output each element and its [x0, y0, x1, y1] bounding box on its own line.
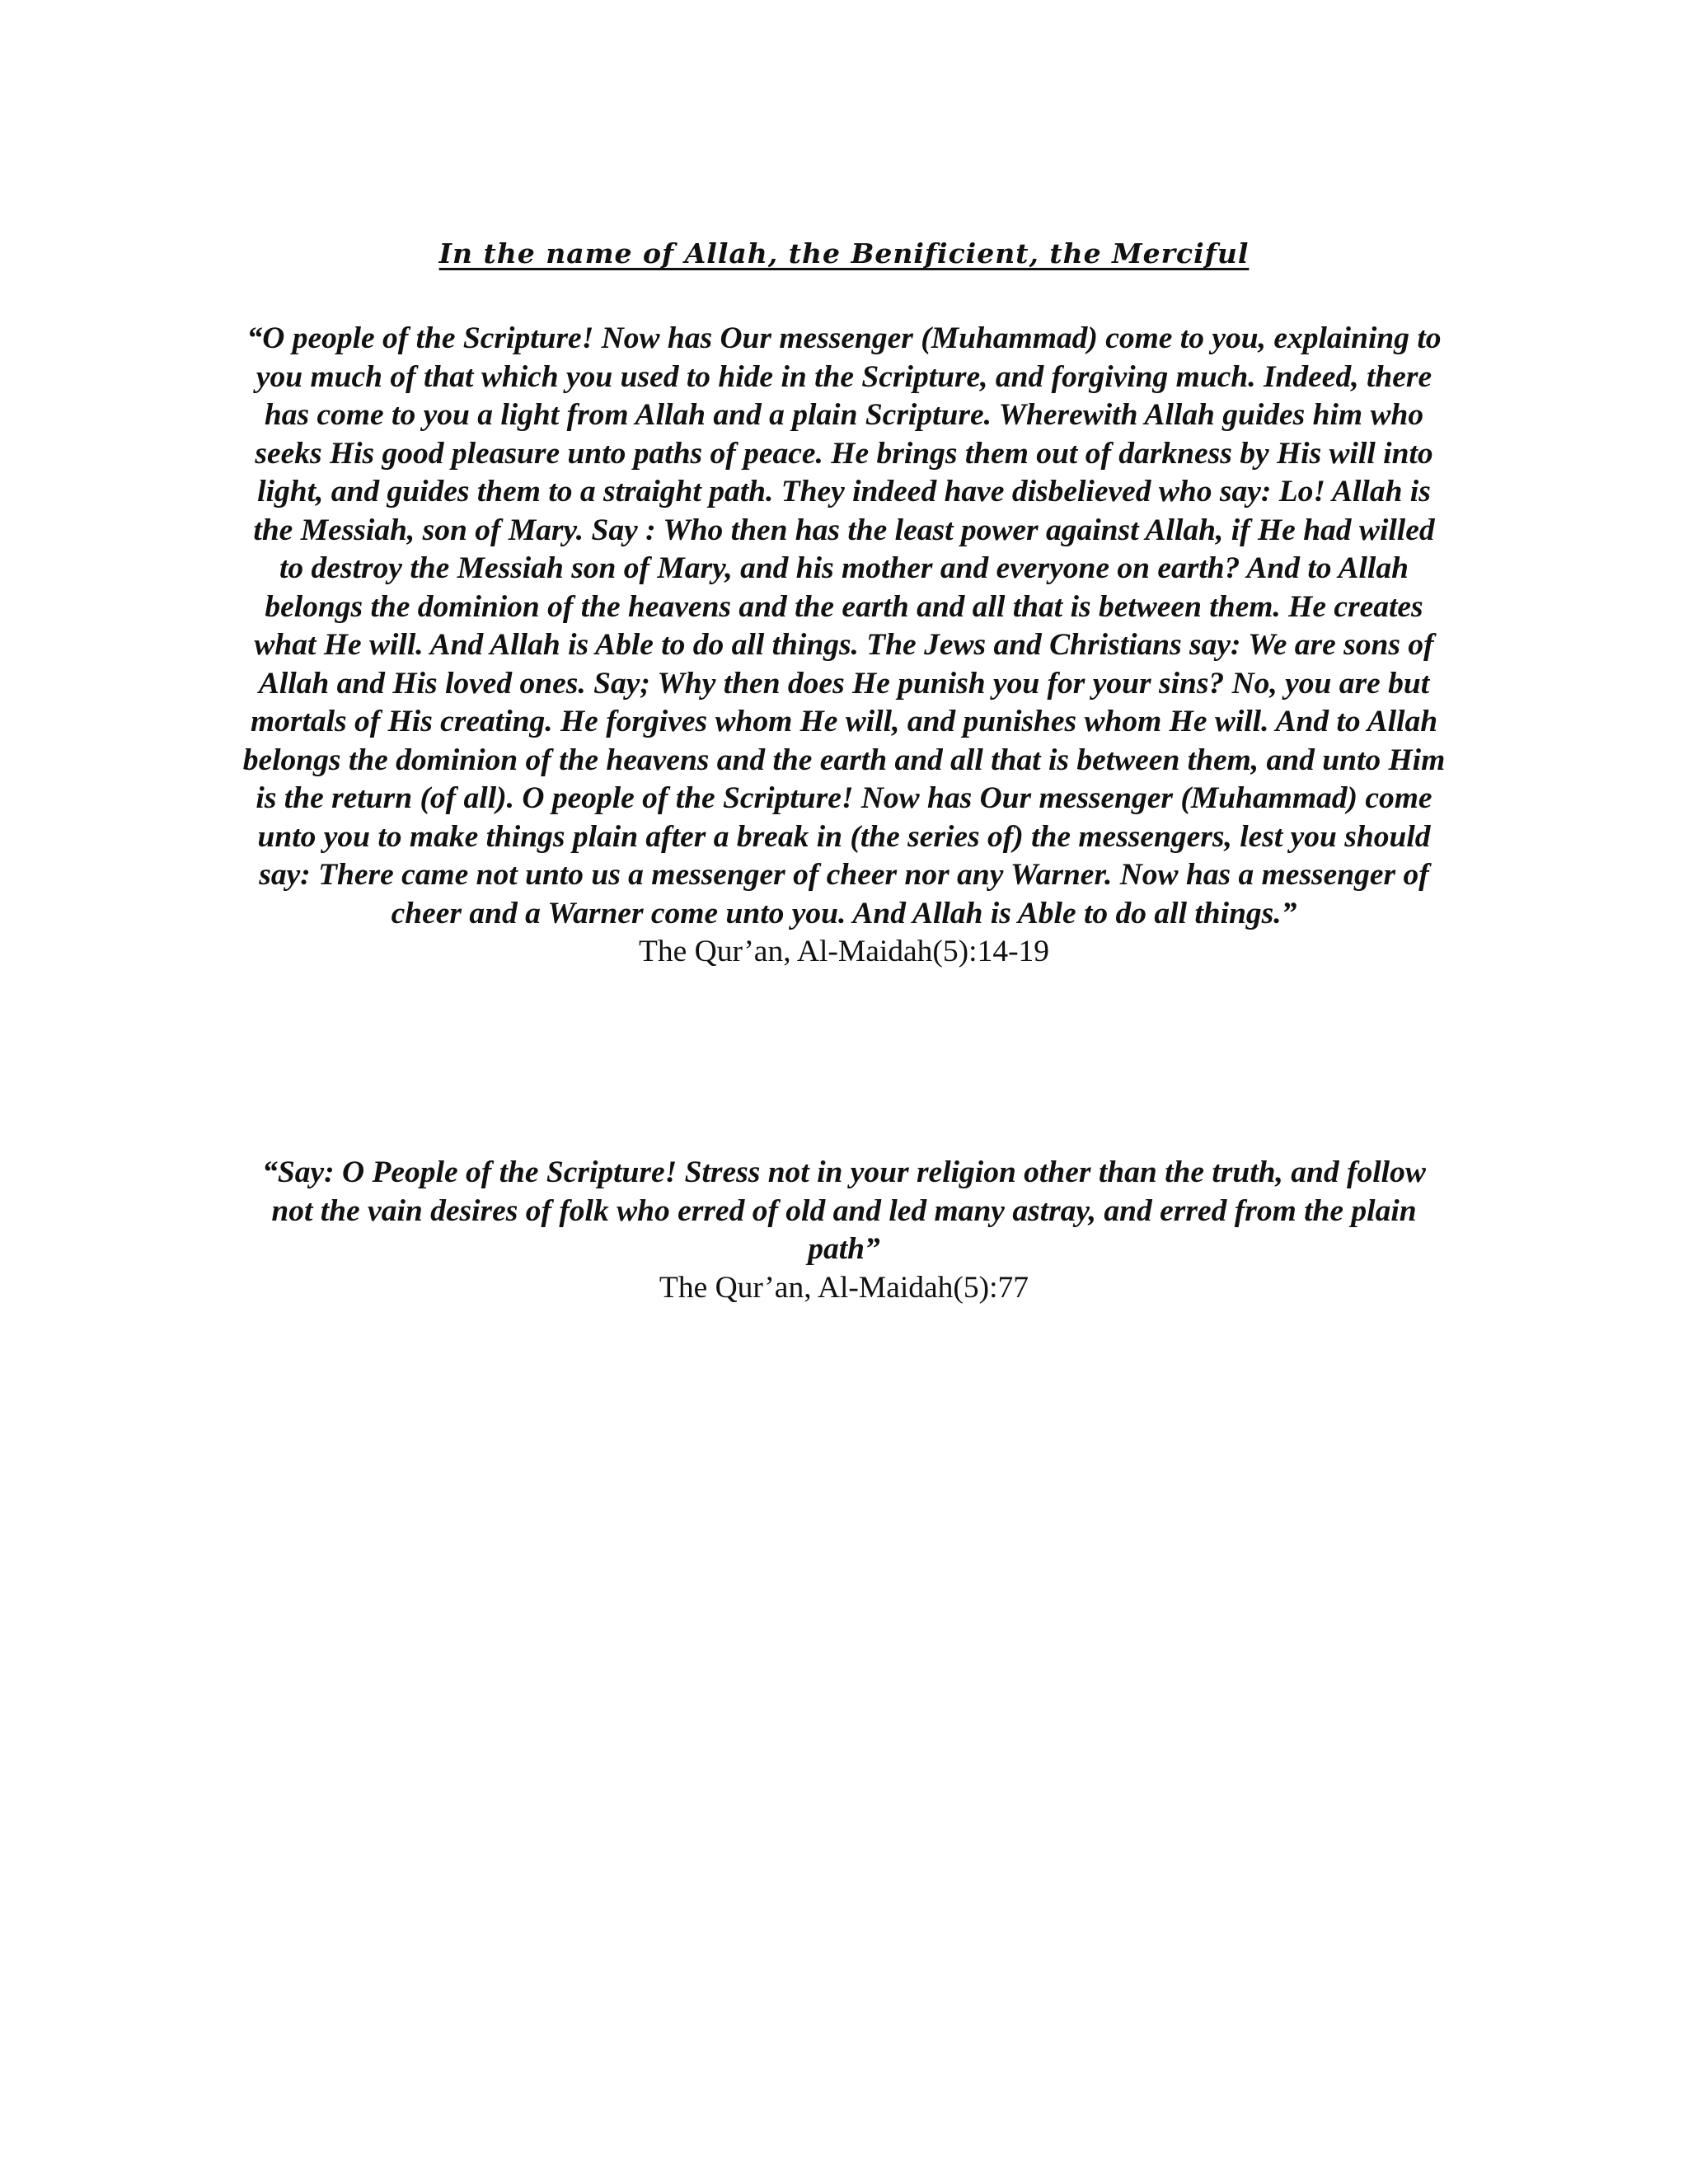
quote-text: “O people of the Scripture! Now has Our messenger (Muhammad) come to you, explaining to you much of that which you used to hide in the Scripture, and forgiving much. Indeed, there has come to you a light from Allah and a plain Scripture. Wherewith Allah guides him who seeks His good pleasure unto paths of peace. He brings them out of darkness by His will into light, and guides them to a straight path. They indeed have disbelieved who say: Lo! Allah is the Messiah, son of Mary. Say : Who then has the least power against Allah, if He had willed to destroy the Messiah son of Mary, and his mother and everyone on earth? And to Allah belongs the dominion of the heavens and the earth and all that is between them. He creates what He will. And Allah is Able to do all things. The Jews and Christians say: We are sons of Allah and His loved ones. Say; Why then does He punish you for your sins? No, you are but mortals of His creating. He forgives whom He will, and punishes whom He will. And to Allah belongs the dominion of the heavens and the earth and all that is between them, and unto Him is the return (of all). O people of the Scripture! Now has Our messenger (Muhammad) come unto you to make things plain after a break in (the series of) the messengers, lest you should say: There came not unto us a messenger of cheer nor any Warner. Now has a messenger of cheer and a Warner come unto you. And Allah is Able to do all things.”: [242, 321, 1446, 930]
quote-block: [239, 1154, 1449, 1307]
quote-block: [239, 320, 1449, 972]
quote-citation: The Qur’an, Al-Maidah(5):14-19: [638, 935, 1050, 968]
page-heading: In the name of Allah, the Benificient, the Merciful: [438, 237, 1250, 269]
quote-citation: The Qur’an, Al-Maidah(5):77: [659, 1270, 1029, 1305]
quote-text: “Say: O People of the Scripture! Stress not in your religion other than the truth, and follow not the vain desires of folk who erred of old and led many astray, and erred from the plain path”: [262, 1155, 1426, 1266]
